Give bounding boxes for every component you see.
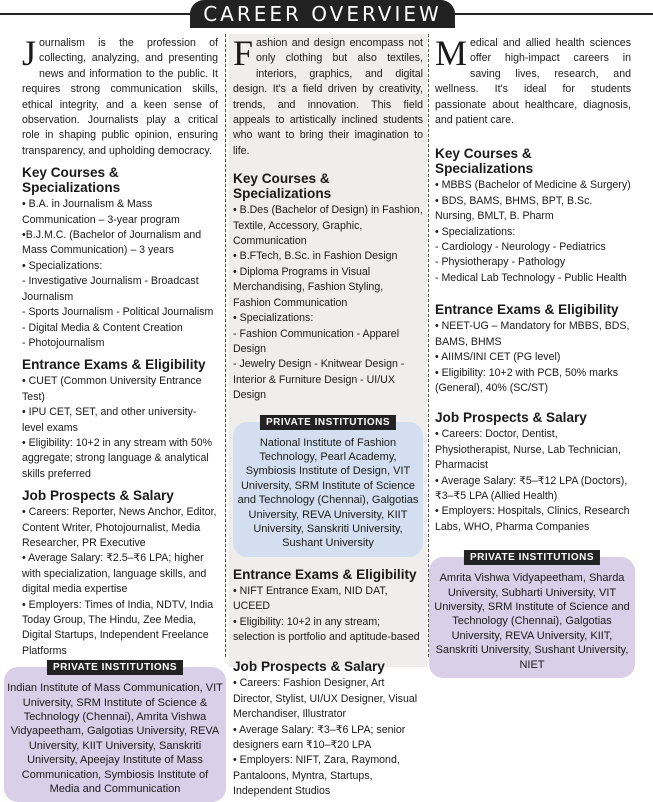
list-item: - Jewelry Design - Knitwear Design - Interior & Furniture Design - UI/UX Design <box>233 358 405 402</box>
private-institutions-box <box>233 416 423 557</box>
fashion-column <box>229 33 427 798</box>
list-item: • AIIMS/INI CET (PG level) <box>435 351 561 364</box>
list-item: • Specializations: <box>233 312 314 325</box>
intro-text: ashion and design encompass not only clothing but also textiles, interiors, graphics, and digital design. It's a field driven by creativity, trends, and innovation. This field appeals to artistically inclined students who want to bring their imagination to life. <box>233 37 423 157</box>
list-item: • Average Salary: ₹2.5–₹6 LPA; higher with specialization, language skills, and digital media expertise <box>22 552 207 596</box>
list-item: • MBBS (Bachelor of Medicine & Surgery) <box>435 179 631 192</box>
courses-list <box>233 203 423 403</box>
list-item: • B.A. in Journalism & Mass Communication – 3-year program <box>22 198 180 226</box>
exams-list <box>435 319 631 396</box>
jobs-heading: Job Prospects & Salary <box>233 659 385 675</box>
private-institutions-label: PRIVATE INSTITUTIONS <box>464 550 600 565</box>
journalism-column <box>7 33 223 802</box>
exams-heading: Entrance Exams & Eligibility <box>233 566 417 582</box>
list-item: • Employers: Hospitals, Clinics, Research Labs, WHO, Pharma Companies <box>435 505 630 533</box>
header-rule-left <box>0 13 190 15</box>
list-item: • Employers: NIFT, Zara, Raymond, Pantaloons, Myntra, Startups, Independent Studios <box>233 754 400 798</box>
private-institutions-box <box>4 662 226 802</box>
list-item: • B.Des (Bachelor of Design) in Fashion, Textile, Accessory, Graphic, Communication <box>233 204 423 248</box>
journalism-intro <box>22 33 218 159</box>
list-item: • CUET (Common University Entrance Test) <box>22 375 202 403</box>
list-item: - Digital Media & Content Creation <box>22 321 183 334</box>
list-item: - Photojournalism <box>22 336 105 349</box>
list-item: • Careers: Doctor, Dentist, Physiotherapist, Nurse, Lab Technician, Pharmacist <box>435 428 621 472</box>
private-institutions-label: PRIVATE INSTITUTIONS <box>47 660 183 675</box>
list-item: • Careers: Fashion Designer, Art Director, Stylist, UI/UX Designer, Visual Merchandiser, Illustrator <box>233 677 418 721</box>
list-item: • Eligibility: 10+2 in any stream with 50% aggregate; strong language & analytical skills preferred <box>22 436 213 480</box>
exams-list <box>22 374 218 482</box>
list-item: • Careers: Reporter, News Anchor, Editor, Content Writer, Photojournalist, Media Researcher, PR Executive <box>22 506 217 549</box>
list-item: - Fashion Communication - Apparel Design <box>233 327 400 355</box>
list-item: • Average Salary: ₹3–₹6 LPA; senior designers earn ₹10–₹20 LPA <box>233 723 406 752</box>
list-item: - Investigative Journalism - Broadcast Journalism <box>22 275 199 303</box>
courses-list <box>435 178 631 286</box>
courses-heading: Key Courses & Specializations <box>435 146 534 177</box>
list-item: • Employers: Times of India, NDTV, India Today Group, The Hindu, Zee Media, Digital Startups, Independent Freelance Platforms <box>22 598 214 657</box>
courses-heading: Key Courses & Specializations <box>22 165 121 196</box>
list-item: - Sports Journalism - Political Journalism <box>22 306 214 319</box>
intro-text: edical and allied health sciences offer high-impact careers in saving lives, research, and wellness. It's ideal for students passionate about healthcare, diagnosis, and patient care. <box>435 37 631 127</box>
list-item: • B.FTech, B.Sc. in Fashion Design <box>233 250 398 263</box>
exams-heading: Entrance Exams & Eligibility <box>22 357 206 373</box>
header-rule-right <box>455 13 653 15</box>
private-institutions-text: National Institute of Fashion Technology, Pearl Academy, Symbiosis Institute of Design, VIT University, SRM Institute of Science and Technology (Chennai), Galgotias University, REVA University, KIIT University, Sanskriti University, Sushant University <box>237 436 419 550</box>
jobs-list <box>435 427 631 535</box>
jobs-heading: Job Prospects & Salary <box>22 488 174 504</box>
exams-heading: Entrance Exams & Eligibility <box>435 302 619 318</box>
jobs-list <box>233 676 423 799</box>
column-divider <box>225 34 226 657</box>
courses-list <box>22 197 218 351</box>
medical-column <box>434 33 631 678</box>
list-item: •B.J.M.C. (Bachelor of Journalism and Mass Communication) – 3 years <box>22 229 202 257</box>
drop-cap: F <box>233 33 254 73</box>
list-item: • Specializations: <box>435 225 516 238</box>
courses-heading: Key Courses & Specializations <box>233 171 332 202</box>
private-institutions-text: Amrita Vishwa Vidyapeetham, Sharda University, Subharti University, VIT University, SRM Institute of Science and Technology (Chennai), Galgotias University, REVA University, KIIT, Sanskriti University, Sushant University, NIET <box>434 572 630 671</box>
column-divider <box>428 34 429 657</box>
page-header <box>0 0 653 28</box>
list-item: • Specializations: <box>22 259 103 272</box>
list-item: • NIFT Entrance Exam, NID DAT, UCEED <box>233 584 388 613</box>
list-item: • Diploma Programs in Visual Merchandising, Fashion Styling, Fashion Communication <box>233 265 384 309</box>
list-item: • Average Salary: ₹5–₹12 LPA (Doctors), ₹3–₹5 LPA (Allied Health) <box>435 474 628 502</box>
private-institutions-label: PRIVATE INSTITUTIONS <box>260 415 396 430</box>
list-item: • Eligibility: 10+2 with PCB, 50% marks (General), 40% (SC/ST) <box>435 366 618 394</box>
intro-text: ournalism is the profession of collecting, analyzing, and presenting news and information to the public. It requires strong communication skills, ethical integrity, and a keen sense of observation. Journalists play a critical role in shaping public opinion, ensuring transparency, and upholding democracy. <box>22 37 218 157</box>
list-item: • IPU CET, SET, and other university-level exams <box>22 406 197 434</box>
list-item: - Physiotherapy - Pathology <box>435 256 566 269</box>
private-institutions-text: Indian Institute of Mass Communication, VIT University, SRM Institute of Science & Technology (Chennai), Amrita Vishwa Vidyapeetham, Galgotias University, REVA University, KIIT University, Sanskriti University, Apeejay Institute of Mass Communication, Symbiosis Institute of Media and Communication <box>7 682 223 796</box>
medical-intro <box>435 33 631 128</box>
list-item: • BDS, BAMS, BHMS, BPT, B.Sc. Nursing, BMLT, B. Pharm <box>435 194 593 223</box>
jobs-heading: Job Prospects & Salary <box>435 410 587 426</box>
private-institutions-box <box>429 552 635 678</box>
jobs-list <box>22 505 218 659</box>
list-item: - Medical Lab Technology - Public Health <box>435 271 627 284</box>
fashion-intro <box>233 33 423 159</box>
drop-cap: M <box>435 33 468 73</box>
exams-list <box>233 584 423 646</box>
list-item: • Eligibility: 10+2 in any stream; selection is portfolio and aptitude-based <box>233 615 420 643</box>
list-item: • NEET-UG – Mandatory for MBBS, BDS, BAMS, BHMS <box>435 320 630 348</box>
page-title: CAREER OVERVIEW <box>190 0 455 28</box>
drop-cap: J <box>22 33 37 73</box>
list-item: - Cardiology - Neurology - Pediatrics <box>435 241 606 254</box>
